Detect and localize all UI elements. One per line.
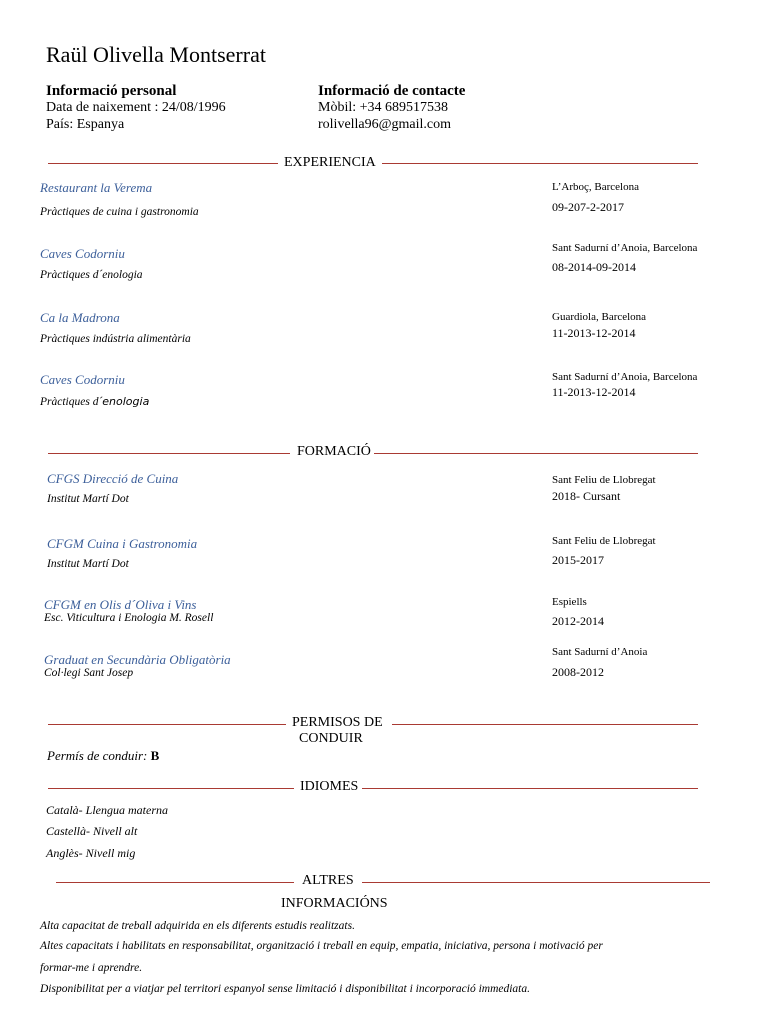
section-title-license: PERMISOS DE: [289, 715, 386, 731]
education-date: 2008-2012: [552, 665, 604, 679]
other-info-line: Disponibilitat per a viatjar pel territori espanyol sense limitació i disponibilitat i incorporació immediata.: [40, 983, 531, 995]
experience-desc-part: Pràctiques d´: [40, 396, 103, 408]
education-location: Sant Feliu de Llobregat: [552, 474, 656, 486]
section-divider: [48, 724, 286, 725]
language-item: Anglès- Nivell mig: [46, 846, 136, 860]
language-item: Castellà- Nivell alt: [46, 824, 138, 838]
experience-org: Restaurant la Verema: [40, 180, 153, 195]
education-location: Espiells: [552, 596, 587, 608]
contact-info-heading: Informació de contacte: [318, 83, 466, 99]
experience-date: 11-2013-12-2014: [552, 385, 636, 399]
experience-org: Caves Codorniu: [40, 246, 125, 261]
experience-date: 11-2013-12-2014: [552, 326, 636, 340]
driving-license-label: Permís de conduir: [47, 748, 144, 763]
education-date: 2012-2014: [552, 614, 604, 628]
section-divider: [374, 453, 698, 454]
driving-license-colon: :: [143, 748, 151, 763]
education-date: 2015-2017: [552, 553, 604, 567]
education-school: Institut Martí Dot: [47, 558, 129, 570]
other-info-line: Alta capacitat de treball adquirida en els diferents estudis realitzats.: [40, 920, 355, 932]
other-info-line: Altes capacitats i habilitats en responsabilitat, organització i treball en equip, empatia, iniciativa, persona i motivació per: [40, 940, 603, 952]
education-school: Esc. Viticultura i Enologia M. Rosell: [44, 612, 214, 624]
email-address: rolivella96@gmail.com: [318, 117, 452, 132]
education-org: Graduat en Secundària Obligatòria: [44, 652, 231, 667]
experience-desc: Pràctiques de cuina i gastronomia: [40, 206, 199, 218]
other-info-line: formar-me i aprendre.: [40, 962, 143, 974]
experience-desc: Pràctiques d´enologia: [40, 269, 143, 281]
section-divider: [48, 453, 290, 454]
section-divider: [392, 724, 698, 725]
education-org: CFGM Cuina i Gastronomia: [47, 536, 198, 551]
education-school: Col·legi Sant Josep: [44, 667, 134, 679]
section-divider: [362, 788, 698, 789]
education-org: CFGM en Olis d´Oliva i Vins: [44, 597, 197, 612]
experience-desc-part: enologia: [102, 395, 150, 408]
experience-org: Ca la Madrona: [40, 310, 120, 325]
education-location: Sant Sadurní d’Anoia: [552, 646, 648, 658]
experience-desc: [40, 395, 149, 408]
experience-location: L’Arboç, Barcelona: [552, 181, 639, 193]
experience-location: Guardiola, Barcelona: [552, 311, 647, 323]
education-date: 2018- Cursant: [552, 489, 621, 503]
experience-location: Sant Sadurní d’Anoia, Barcelona: [552, 242, 698, 254]
section-divider: [56, 882, 294, 883]
education-location: Sant Feliu de Llobregat: [552, 535, 656, 547]
birth-date: Data de naixement : 24/08/1996: [46, 100, 226, 115]
experience-location: Sant Sadurní d’Anoia, Barcelona: [552, 371, 698, 383]
cv-name: Raül Olivella Montserrat: [46, 42, 266, 67]
education-school: Institut Martí Dot: [47, 493, 129, 505]
section-title-education: FORMACIÓ: [294, 444, 374, 460]
section-title-license-2: CONDUIR: [296, 731, 366, 747]
driving-license: [47, 748, 159, 764]
experience-org: Caves Codorniu: [40, 372, 125, 387]
country: País: Espanya: [46, 117, 125, 132]
section-divider: [48, 788, 294, 789]
section-title-languages: IDIOMES: [297, 779, 361, 795]
education-org: CFGS Direcció de Cuina: [47, 471, 179, 486]
personal-info-heading: Informació personal: [46, 83, 177, 99]
section-divider: [382, 163, 698, 164]
driving-license-value: B: [150, 748, 160, 763]
section-title-others-2: INFORMACIÓNS: [278, 896, 391, 912]
experience-desc: Pràctiques indústria alimentària: [40, 333, 191, 345]
experience-date: 08-2014-09-2014: [552, 260, 636, 274]
section-title-others: ALTRES: [299, 873, 357, 889]
section-divider: [48, 163, 278, 164]
section-title-experience: EXPERIENCIA: [281, 155, 379, 171]
language-item: Català- Llengua materna: [46, 803, 168, 817]
section-divider: [362, 882, 710, 883]
experience-date: 09-207-2-2017: [552, 200, 624, 214]
mobile-phone: Mòbil: +34 689517538: [318, 100, 449, 115]
